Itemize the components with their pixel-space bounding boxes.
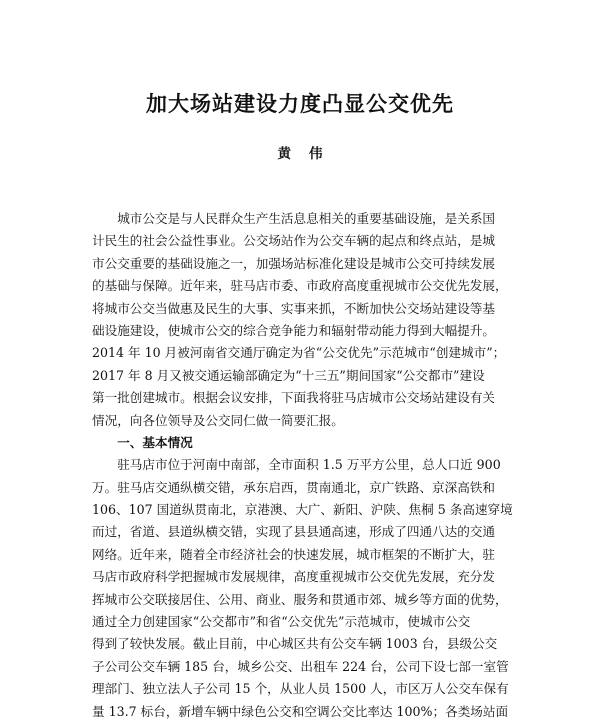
section-heading: 一、基本情况 [92, 434, 193, 450]
article-title: 加大场站建设力度凸显公交优先 [146, 92, 454, 116]
body-line: 第一批创建城市。根据会议安排，下面我将驻马店城市公交场站建设有关 [92, 390, 495, 406]
author-name: 黄伟 [277, 146, 341, 162]
body-line: 驻马店市位于河南中南部，全市面积 1.5 万平方公里，总人口近 900 [92, 457, 501, 473]
body-line: 将城市公交当做惠及民生的大事、实事来抓，不断加快公交场站建设等基 [92, 300, 495, 316]
body-line: 理部门、独立法人子公司 15 个，从业人员 1500 人，市区万人公交车保有 [92, 681, 509, 697]
body-line: 2017 年 8 月又被交通运输部确定为“十三五”期间国家“公交都市”建设 [92, 367, 485, 383]
body-line: 量 13.7 标台，新增车辆中绿色公交和空调公交比率达 100%；各类场站面 [92, 703, 509, 719]
body-line: 106、107 国道纵贯南北，京港澳、大广、新阳、沪陕、焦桐 5 条高速穿境 [92, 502, 513, 518]
body-line: 通过全力创建国家“公交都市”和省“公交优先”示范城市，使城市公交 [92, 614, 471, 630]
article-body [92, 208, 524, 723]
body-line: 马店市政府科学把握城市发展规律，高度重视城市公交优先发展，充分发 [92, 569, 495, 585]
body-line: 情况，向各位领导及公交同仁做一简要汇报。 [92, 412, 344, 428]
body-line: 网络。近年来，随着全市经济社会的快速发展，城市框架的不断扩大，驻 [92, 546, 495, 562]
body-line: 市公交重要的基础设施之一，加强场站标准化建设是城市公交可持续发展 [92, 255, 495, 271]
body-line: 子公司公交车辆 185 台，城乡公交、出租车 224 台，公司下设七部一室管 [92, 658, 509, 674]
body-line: 城市公交是与人民群众生产生活息息相关的重要基础设施，是关系国 [92, 211, 495, 226]
body-line: 挥城市公交联接居住、公用、商业、服务和贯通市郊、城乡等方面的优势， [92, 591, 508, 607]
body-line: 计民生的社会公益性事业。公交场站作为公交车辆的起点和终点站，是城 [92, 233, 495, 249]
body-line: 而过，省道、县道纵横交错，实现了县县通高速，形成了四通八达的交通 [92, 524, 495, 540]
body-line: 得到了较快发展。截止目前，中心城区共有公交车辆 1003 台，县级公交 [92, 636, 498, 652]
body-line: 2014 年 10 月被河南省交通厅确定为省“公交优先”示范城市“创建城市”； [92, 345, 506, 361]
body-line: 的基础与保障。近年来，驻马店市委、市政府高度重视城市公交优先发展， [92, 278, 508, 294]
body-line: 万。驻马店交通纵横交错，承东启西，贯南通北，京广铁路、京深高铁和 [92, 479, 495, 495]
body-line: 础设施建设，使城市公交的综合竞争能力和辐射带动能力得到大幅提升。 [92, 322, 495, 338]
